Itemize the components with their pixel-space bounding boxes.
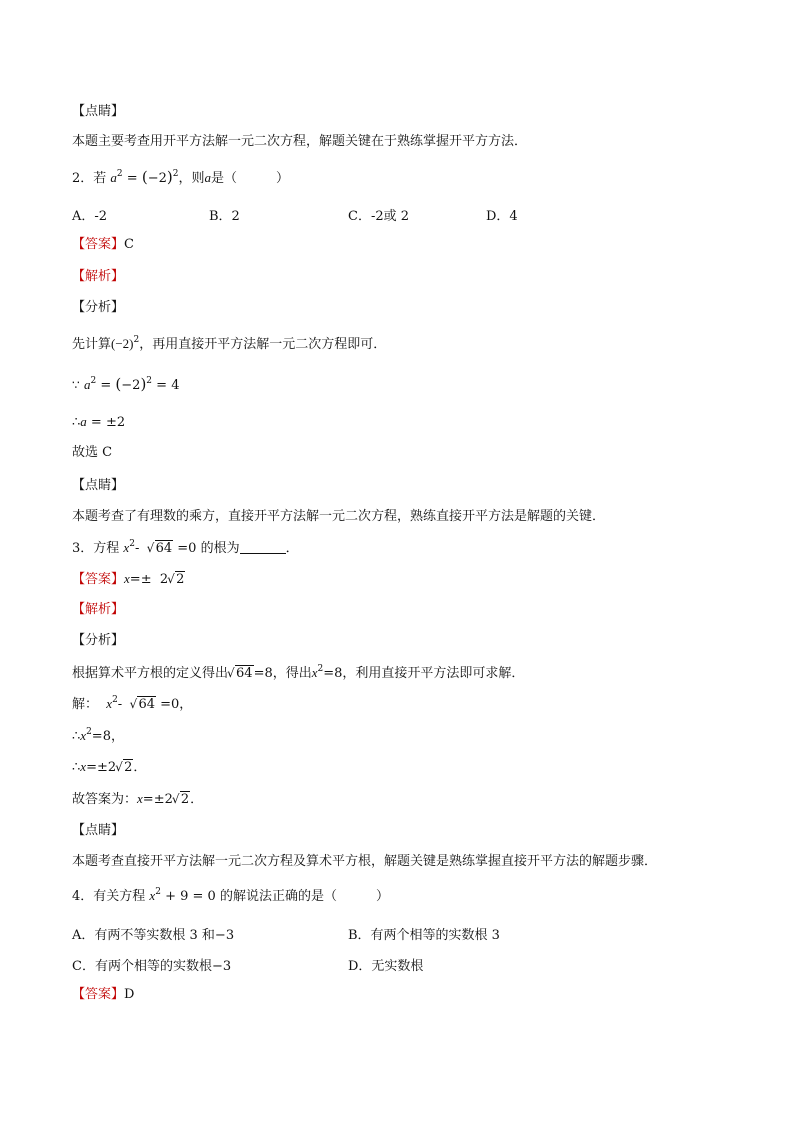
q2-jiexi-tag: 【解析】 <box>72 269 125 284</box>
q3-sol-var: x <box>106 696 113 711</box>
q2-stem: 2．若 $a^2 = (-2)^2$，则a是（ ） <box>72 168 289 186</box>
q3-dianjing-tag: 【点睛】 <box>72 823 125 838</box>
q2-option-b: B．2 <box>209 209 240 224</box>
q3-answer <box>72 570 185 589</box>
q3-sol-label: 解： <box>72 697 99 712</box>
q3-var: x <box>123 540 130 555</box>
q2-tail: 是（ ） <box>210 171 289 186</box>
q4-stem <box>72 887 389 906</box>
q2-step2-result: = ±2 <box>86 415 126 430</box>
q2-option-a: A．-2 <box>72 209 108 224</box>
q3-sol-line1 <box>72 695 192 714</box>
q3-sol-minus: - <box>117 697 123 712</box>
q3-radicand: 64 <box>155 541 173 556</box>
q2-step1-eq: = <box>96 378 116 393</box>
q3-s3-sqrt <box>116 759 133 777</box>
q4-answer <box>72 986 134 1004</box>
q4-tail: 的解说法正确的是（ ） <box>219 889 389 904</box>
q2-var: a <box>110 170 117 185</box>
q3-fenxi-sqrt <box>228 665 254 683</box>
q4-exp: 2 <box>155 887 161 897</box>
q3-fenxi-text <box>72 664 524 683</box>
q3-period: ． <box>285 541 299 556</box>
q3-sol-line2 <box>72 727 124 746</box>
q3-minus: - <box>134 541 140 556</box>
q2-answer-tag: 【答案】 <box>72 237 125 252</box>
q4-number: 4．有关方程 <box>72 889 146 904</box>
q2-fenxi-pre: 先计算 <box>72 337 112 352</box>
q3-s2-tail: =8， <box>91 729 124 744</box>
q2-step1-result: = 4 <box>152 378 180 393</box>
q3-fenxi-c: =8，利用直接开平方法即可求解． <box>323 666 525 681</box>
q3-sqrt <box>148 540 174 558</box>
q3-number: 3．方程 <box>72 541 120 556</box>
q2-fenxi-base: (−2) <box>111 336 134 351</box>
q2-step1: ∵ $a^2 = (-2)^2 = 4$ <box>72 375 180 393</box>
q3-ans-var: x <box>124 571 130 586</box>
q3-ans-eq: =± <box>129 572 152 587</box>
q3-final-eq: =±2 <box>142 792 173 807</box>
because-icon: ∵ <box>72 378 80 392</box>
q3-fenxi-a: 根据算术平方根的定义得出 <box>72 666 229 681</box>
therefore-icon: ∴ <box>72 729 81 744</box>
q3-dianjing-text: 本题考查直接开平方法解一元二次方程及算术平方根，解题关键是熟练掌握直接开平方法的解题步骤． <box>72 854 658 869</box>
q3-fenxi-b: =8，得出 <box>253 666 312 681</box>
q2-comma: ，则 <box>178 171 205 186</box>
q4-option-a: A．有两不等实数根 3 和−3 <box>72 928 235 943</box>
q2-fenxi-exp: 2 <box>133 335 140 345</box>
q2-option-d: D．4 <box>486 209 518 224</box>
q3-ans-radicand: 2 <box>176 572 185 587</box>
q2-base-exp: 2 <box>172 169 179 179</box>
q2-answer-value: C <box>124 237 134 252</box>
q4-option-c: C．有两个相等的实数根−3 <box>72 959 232 974</box>
q3-answer-tag: 【答案】 <box>72 572 125 587</box>
q3-sol-tail: =0， <box>156 697 193 712</box>
q1-dianjing-tag: 【点睛】 <box>72 104 125 119</box>
q4-option-b: B．有两个相等的实数根 3 <box>348 928 500 943</box>
q2-step1-base: −2 <box>121 378 141 393</box>
therefore-icon: ∴ <box>72 760 81 775</box>
q3-stem <box>72 539 299 558</box>
q1-dianjing-text: 本题主要考查用开平方法解一元二次方程，解题关键在于熟练掌握开平方方法． <box>72 134 528 149</box>
q3-s2-var: x <box>80 728 87 743</box>
q3-ans-sqrt <box>168 571 185 589</box>
q3-s3-eq: =±2 <box>86 760 117 775</box>
q2-var2: a <box>204 170 211 185</box>
q3-exp: 2 <box>129 539 135 549</box>
q4-var: x <box>149 888 156 903</box>
q3-sol-line3 <box>72 758 146 777</box>
q2-var-exp: 2 <box>116 169 123 179</box>
q3-eq-tail: =0 的根为 <box>173 541 240 556</box>
q3-fenxi-exp: 2 <box>317 664 324 674</box>
q2-choose: 故选 C <box>72 445 113 460</box>
q3-final <box>72 790 203 809</box>
q4-answer-tag: 【答案】 <box>72 987 125 1002</box>
q3-ans-coef: 2 <box>159 572 169 587</box>
q2-fenxi-text <box>72 335 386 354</box>
q3-answer-blank <box>240 541 286 554</box>
q2-step2 <box>72 413 125 432</box>
q3-fenxi-radicand: 64 <box>236 666 253 681</box>
q2-fenxi-tag: 【分析】 <box>72 300 125 315</box>
q2-step2-var: a <box>80 414 87 429</box>
q2-step1-exp2: 2 <box>146 376 153 386</box>
q2-answer <box>72 236 134 254</box>
q4-option-d: D．无实数根 <box>348 959 424 974</box>
q3-s2-exp: 2 <box>86 727 92 737</box>
q3-sol-sqrt <box>130 696 156 714</box>
q2-number: 2．若 <box>72 171 107 186</box>
q2-step1-exp: 2 <box>90 376 97 386</box>
q3-final-pre: 故答案为： <box>72 792 138 807</box>
q3-final-sqrt <box>173 791 190 809</box>
q2-eq: = <box>122 171 142 186</box>
q3-final-tail: ． <box>190 792 204 807</box>
q2-option-c: C．-2或 2 <box>348 209 410 224</box>
q2-fenxi-post: ，再用直接开平方法解一元二次方程即可． <box>139 337 387 352</box>
q4-rest: + 9 = 0 <box>160 889 216 904</box>
q3-final-radicand: 2 <box>180 792 190 807</box>
q3-fenxi-tag: 【分析】 <box>72 633 125 648</box>
q3-final-var: x <box>137 791 143 806</box>
q3-fenxi-var: x <box>311 665 318 680</box>
q3-s3-radicand: 2 <box>124 760 133 775</box>
q2-step1-var: a <box>84 377 91 392</box>
q2-dianjing-tag: 【点睛】 <box>72 478 125 493</box>
q3-s3-tail: ． <box>133 760 147 775</box>
q3-jiexi-tag: 【解析】 <box>72 602 125 617</box>
q2-base: −2 <box>147 171 167 186</box>
therefore-icon: ∴ <box>72 415 81 430</box>
q4-answer-value: D <box>124 987 135 1002</box>
q2-dianjing-text: 本题考查了有理数的乘方，直接开平方法解一元二次方程，熟练直接开平方法是解题的关键． <box>72 509 606 524</box>
q3-s3-var: x <box>80 759 87 774</box>
q3-sol-exp: 2 <box>112 695 118 705</box>
q3-sol-radicand: 64 <box>138 697 156 712</box>
